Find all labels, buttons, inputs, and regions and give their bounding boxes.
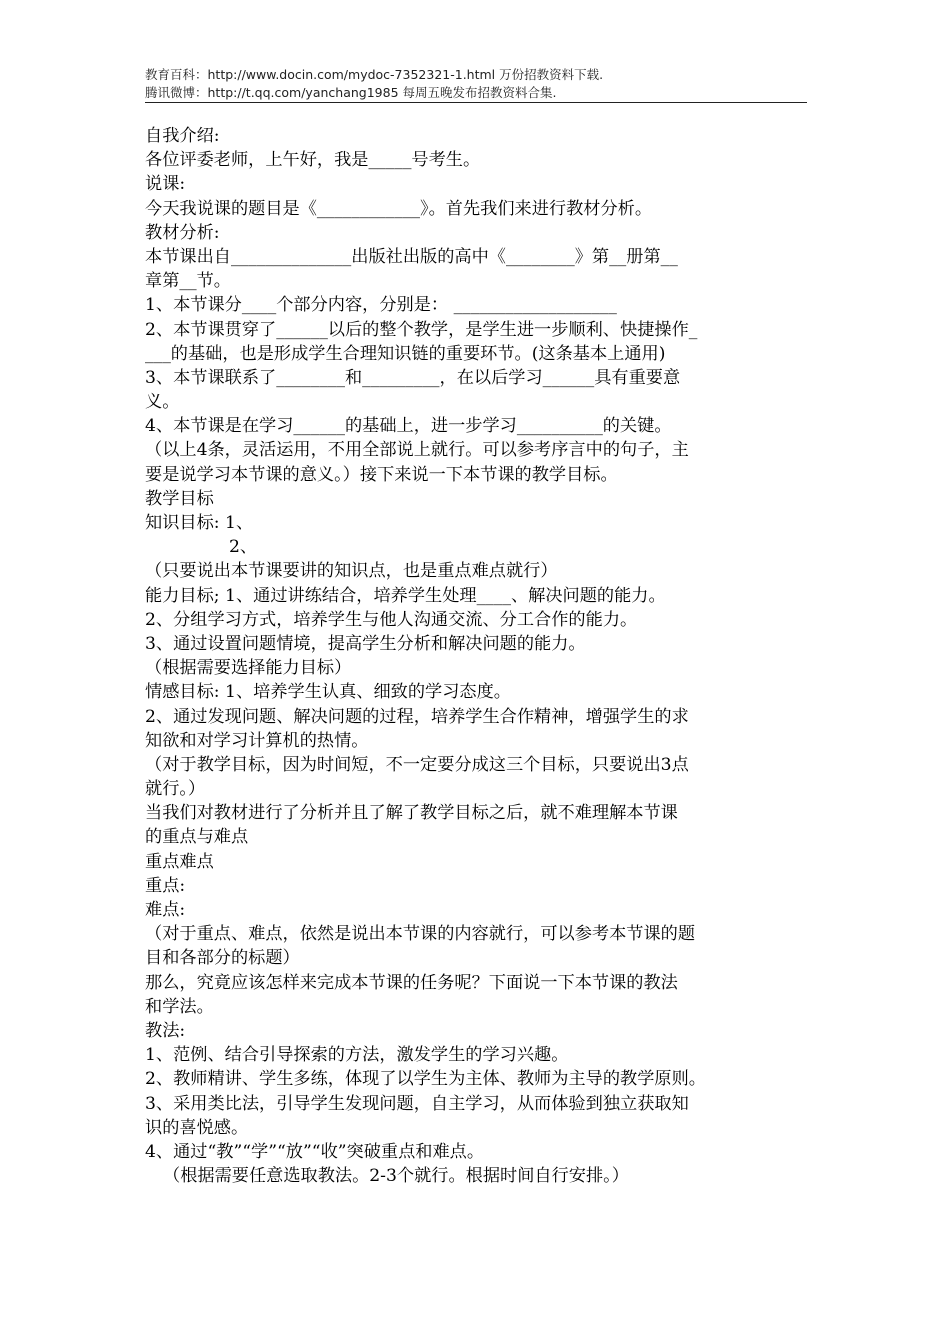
text-line: 目和各部分的标题） [145,948,300,969]
header-divider [145,102,807,103]
text-line: 2、教师精讲、学生多练，体现了以学生为主体、教师为主导的教学原则。 [145,1069,706,1090]
text-line: 说课: [145,174,186,195]
text-line: 章第__节。 [145,271,231,292]
text-line: 知欲和对学习计算机的热情。 [145,730,369,751]
text-line: 2、本节课贯穿了______以后的整个教学，是学生进一步顺利、快捷操作_ [145,319,698,340]
text-line: 4、本节课是在学习______的基础上，进一步学习__________的关键。 [145,416,672,437]
text-line: 今天我说课的题目是《____________》。首先我们来进行教材分析。 [145,198,653,219]
text-line: 重点难点 [145,851,214,872]
text-line: ___的基础，也是形成学生合理知识链的重要环节。(这条基本上通用) [145,343,666,364]
text-line: 3、采用类比法，引导学生发现问题，自主学习，从而体验到独立获取知 [145,1093,689,1114]
text-line: 那么，究竟应该怎样来完成本节课的任务呢？下面说一下本节课的教法 [145,972,678,993]
text-line: 3、通过设置问题情境，提高学生分析和解决问题的能力。 [145,633,586,654]
text-line: 1、范例、结合引导探索的方法，激发学生的学习兴趣。 [145,1045,569,1066]
text-line: 就行。） [145,779,206,800]
text-line: 要是说学习本节课的意义。）接下来说一下本节课的教学目标。 [145,464,618,485]
text-line: （根据需要选择能力目标） [145,658,352,679]
text-line: （只要说出本节课要讲的知识点，也是重点难点就行） [145,561,558,582]
text-line: 识的喜悦感。 [145,1117,249,1138]
text-line: 自我介绍: [145,126,220,146]
text-line: 4、通过“教”“学”“放”“收”突破重点和难点。 [145,1141,485,1162]
text-line: 重点: [145,875,186,896]
text-line: 义。 [145,392,180,413]
text-line: 2、 [229,537,258,558]
text-line: 教材分析: [145,222,220,243]
text-line: （以上4条，灵活运用，不用全部说上就行。可以参考序言中的句子，主 [145,440,689,461]
text-line: 难点: [145,900,186,920]
header-line-1: 教育百科：http://www.docin.com/mydoc-7352321-1.html 万份招教资料下载. [145,67,604,82]
text-line: 本节课出自______________出版社出版的高中《________》第__册第__ [145,246,678,267]
document-body [145,124,807,1188]
text-line: 教学目标 [145,488,214,509]
text-line: 知识目标: 1、 [145,513,254,533]
text-line: 的重点与难点 [145,827,249,848]
text-line: 各位评委老师，上午好，我是_____号考生。 [145,150,481,171]
header-line-2: 腾讯微博：http://t.qq.com/yanchang1985 每周五晚发布招教资料合集. [145,85,557,100]
text-line: 教法: [145,1020,186,1041]
text-line: 3、本节课联系了________和_________，在以后学习______具有重要意 [145,367,681,388]
text-line: 当我们对教材进行了分析并且了解了教学目标之后，就不难理解本节课 [145,803,678,824]
text-line: （对于教学目标，因为时间短，不一定要分成这三个目标，只要说出3点 [145,754,689,775]
text-line: 情感目标: 1、培养学生认真、细致的学习态度。 [145,682,511,703]
page-header [145,66,807,102]
text-line: （根据需要任意选取教法。2-3个就行。根据时间自行安排。） [163,1166,629,1187]
text-line: 和学法。 [145,996,214,1017]
text-line: 2、通过发现问题、解决问题的过程，培养学生合作精神，增强学生的求 [145,706,689,727]
text-line: （对于重点、难点，依然是说出本节课的内容就行，可以参考本节课的题 [145,924,696,945]
text-line: 2、分组学习方式，培养学生与他人沟通交流、分工合作的能力。 [145,609,638,630]
text-line: 能力目标; 1、通过讲练结合，培养学生处理____、解决问题的能力。 [145,585,666,606]
text-line: 1、本节课分____个部分内容，分别是： ___________________ [145,295,617,316]
